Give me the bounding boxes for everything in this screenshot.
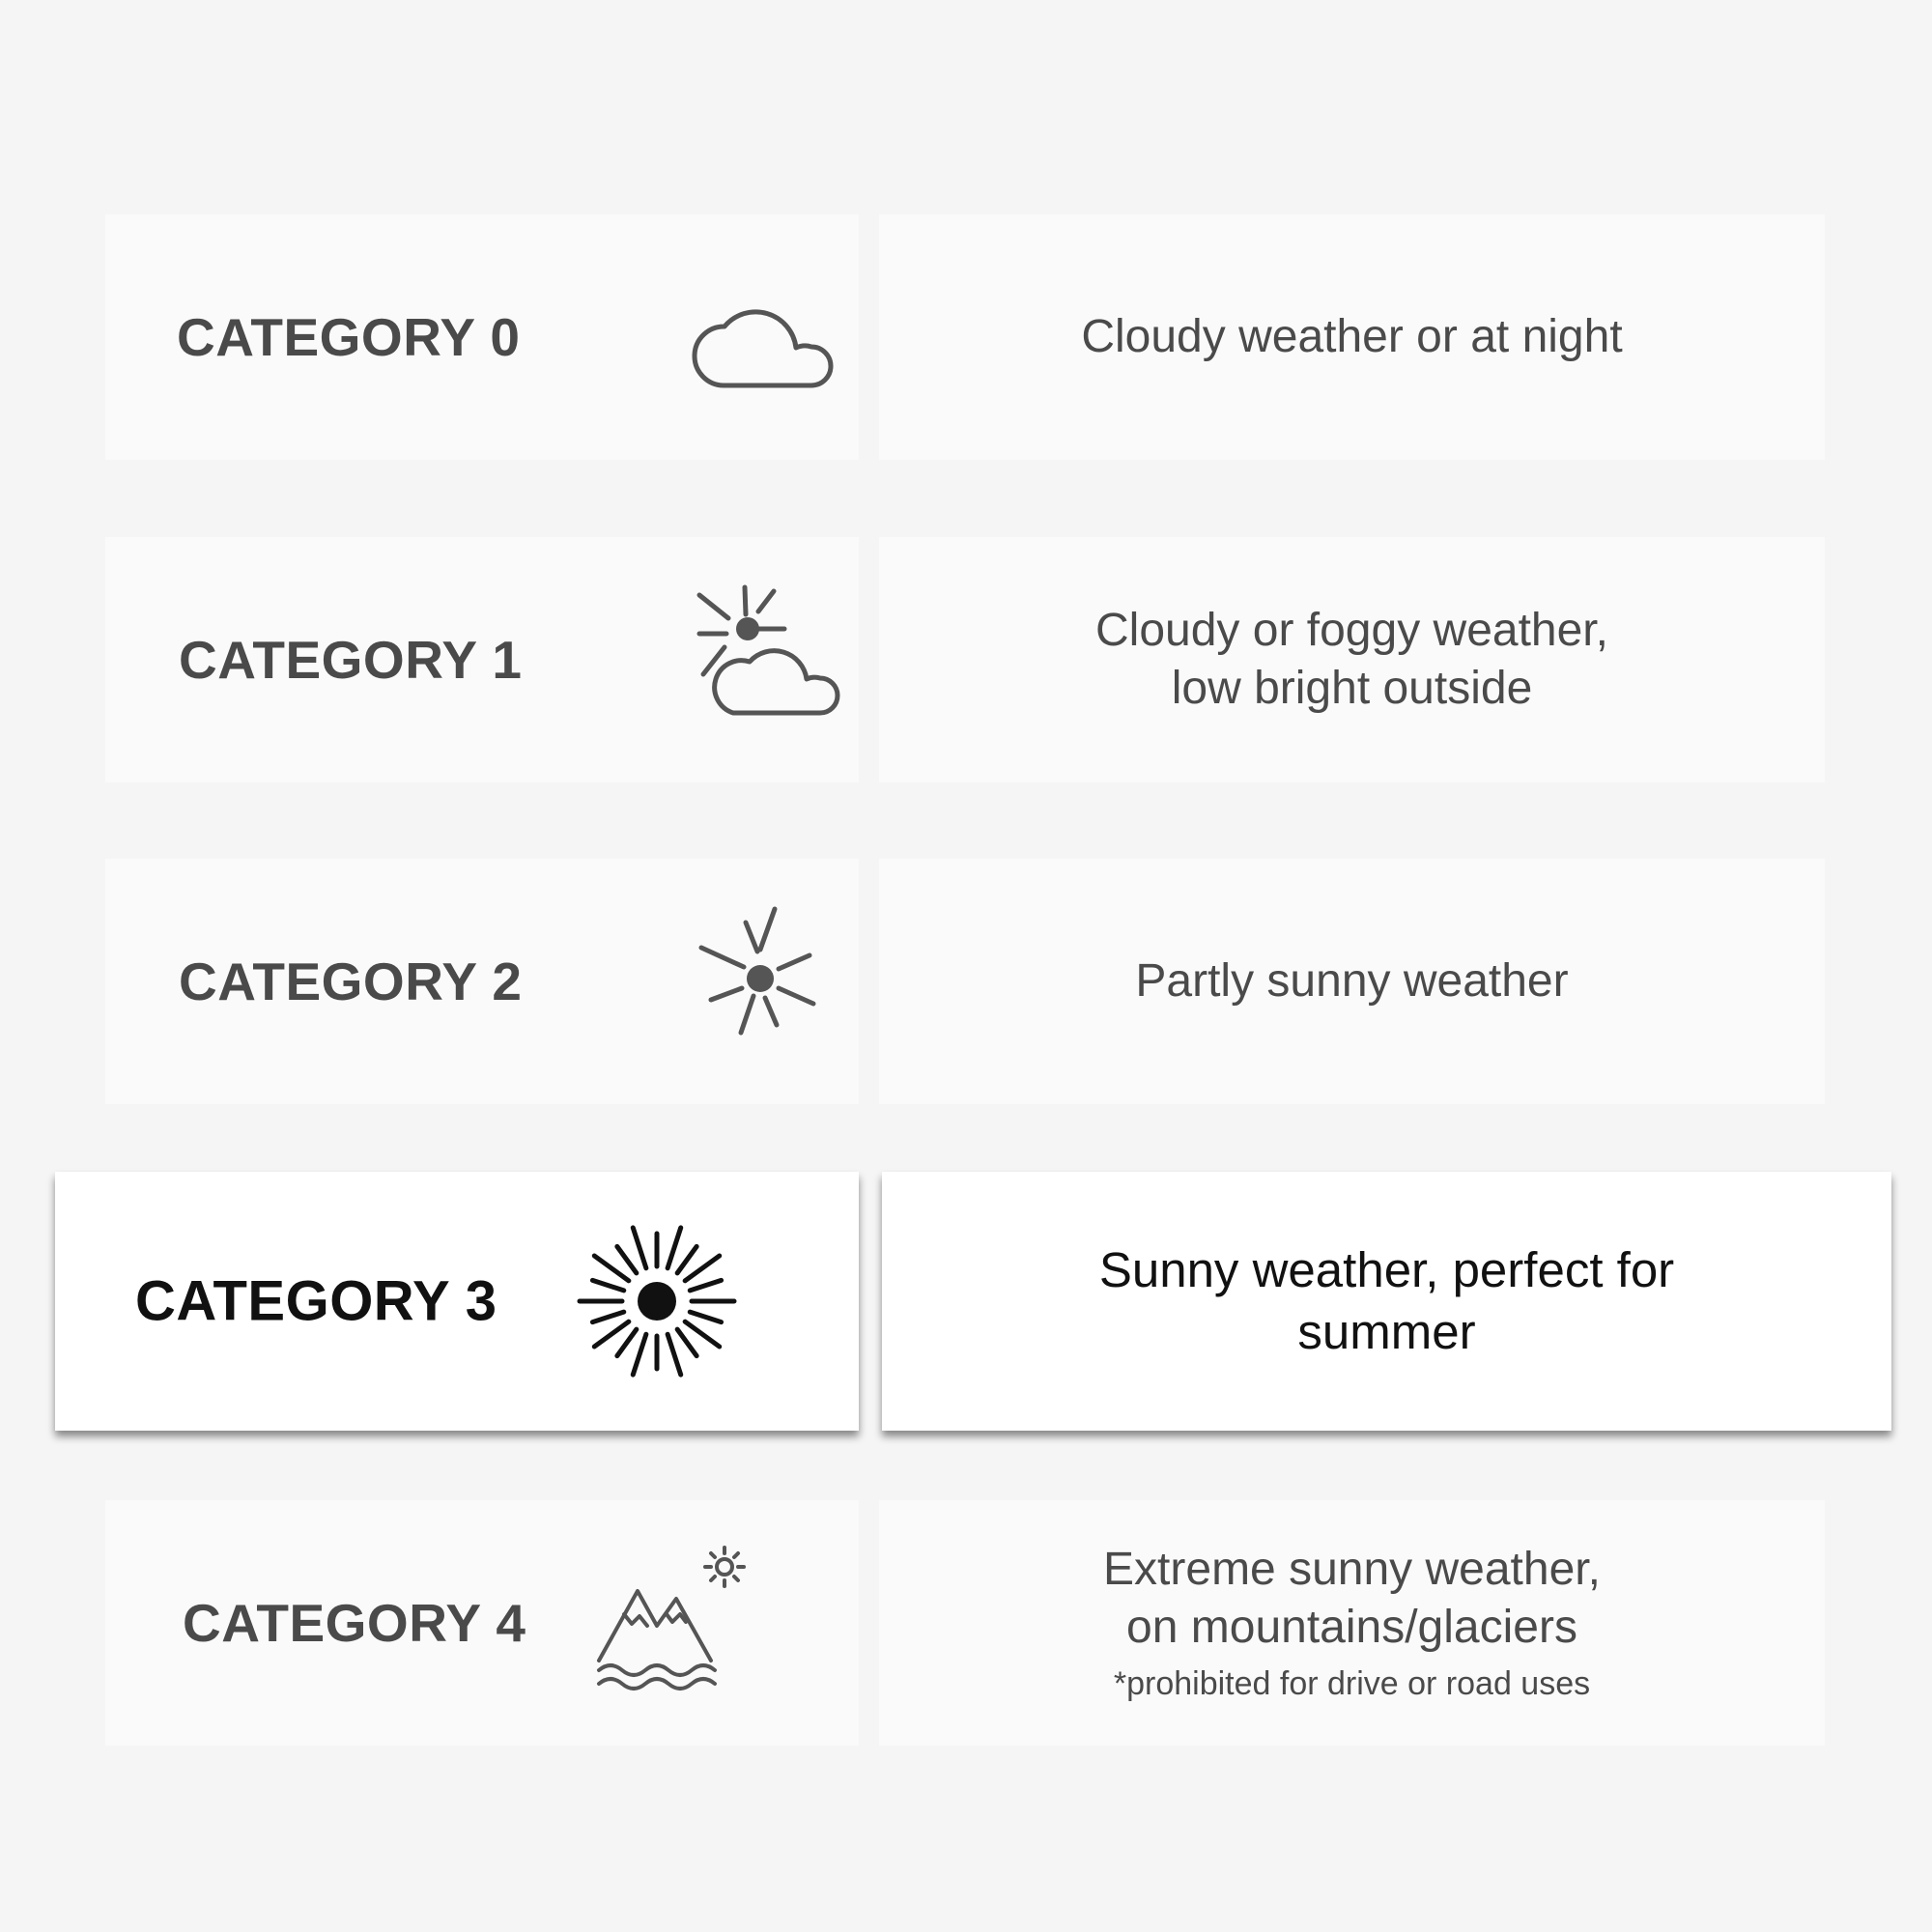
category-1-description: Cloudy or foggy weather, low bright outside (1095, 605, 1608, 714)
category-2-card (105, 859, 859, 1104)
partly-sunny-icon (688, 899, 852, 1064)
category-2-label: CATEGORY 2 (179, 952, 523, 1011)
category-1-description-card (879, 537, 1825, 782)
category-4-note: *prohibited for drive or road uses (1113, 1665, 1591, 1702)
category-2-description-card (879, 859, 1825, 1104)
mountains-sun-icon (593, 1541, 757, 1705)
category-3-label: CATEGORY 3 (135, 1269, 497, 1333)
category-3-description: Sunny weather, perfect for summer (1098, 1242, 1675, 1359)
category-3-description-card (882, 1172, 1891, 1431)
category-4-card (105, 1500, 859, 1746)
category-4-label: CATEGORY 4 (183, 1593, 526, 1653)
bright-sun-icon (575, 1219, 739, 1383)
category-1-card (105, 537, 859, 782)
category-1-label: CATEGORY 1 (179, 630, 523, 690)
category-4-description: Extreme sunny weather, on mountains/glaciers (1103, 1544, 1601, 1653)
cloud-icon (688, 255, 852, 419)
category-3-card (55, 1172, 859, 1431)
category-0-label: CATEGORY 0 (177, 307, 521, 367)
category-2-description: Partly sunny weather (1135, 955, 1569, 1007)
category-0-card (105, 214, 859, 460)
category-0-description-card (879, 214, 1825, 460)
sun-behind-cloud-icon (690, 578, 854, 742)
category-4-description-card (879, 1500, 1825, 1746)
category-0-description: Cloudy weather or at night (1081, 311, 1623, 362)
